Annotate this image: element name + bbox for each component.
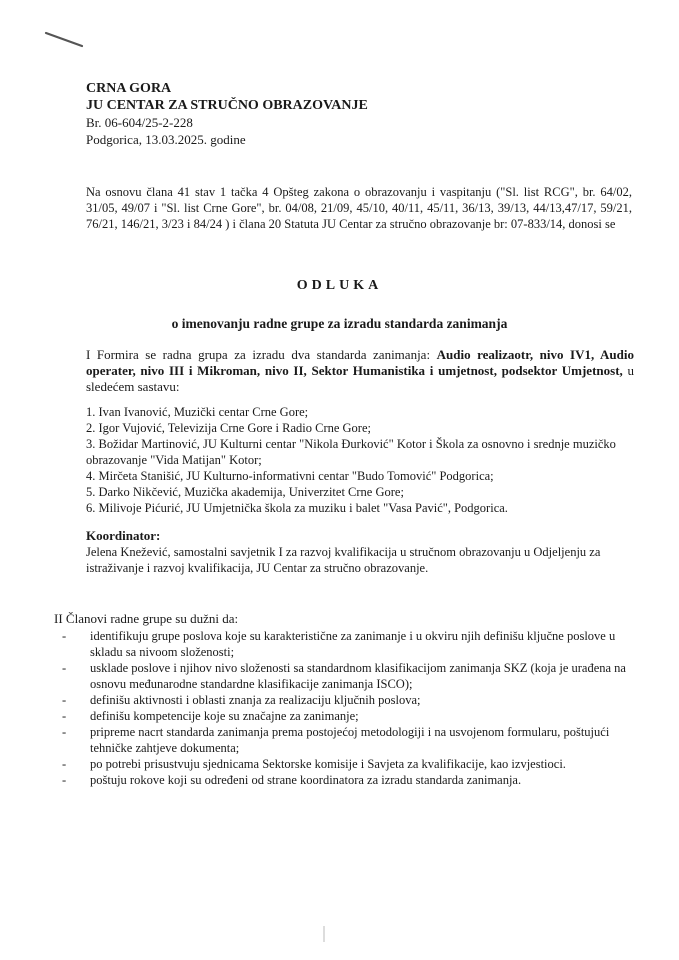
bullet-dash: -	[62, 661, 67, 675]
list-item: - identifikuju grupe poslova koje su karakteristične za zanimanje i u okviru njih definišu ključne poslove u skladu sa nivoom složenosti;	[62, 629, 616, 659]
document-number: Br. 06-604/25-2-228	[86, 115, 193, 130]
bullet-dash: -	[62, 629, 67, 643]
legal-preamble: Na osnovu člana 41 stav 1 tačka 4 Opšteg zakona o obrazovanju i vaspitanju ("Sl. list RCG", br. 64/02, 31/05, 49/07 i "Sl. list Crne Gore", br. 04/08, 21/09, 45/10, 40/11, 45/11, 36/13, 39/13, 44/13,47/17, 59/21, 76/21, 146/21, 3/23 i 84/24 ) i člana 20 Statuta JU Centar za stručno obrazovanje br: 07-833/14, donosi se	[86, 185, 632, 231]
country-name: CRNA GORA	[86, 81, 172, 96]
section-i-paragraph	[86, 347, 634, 395]
institution-name: JU CENTAR ZA STRUČNO OBRAZOVANJE	[86, 98, 368, 113]
list-item: 1. Ivan Ivanović, Muzički centar Crne Gore;	[86, 405, 309, 419]
list-item: 5. Darko Nikčević, Muzička akademija, Univerzitet Crne Gore;	[86, 485, 404, 499]
section-i-tail: u sledećem sastavu:	[86, 363, 634, 394]
pen-stroke-mark	[44, 30, 84, 50]
list-item: 6. Milivoje Pićurić, JU Umjetnička škola za muziku i balet "Vasa Pavić", Podgorica.	[86, 501, 508, 515]
list-item: - usklade poslove i njihov nivo složenosti sa standardnom klasifikacijom zanimanja SKZ (koja je urađena na osnovu međunarodne standardne klasifikacije zanimanja ISCO);	[62, 661, 626, 691]
list-item: - poštuju rokove koji su određeni od strane koordinatora za izradu standarda zanimanja.	[62, 773, 522, 787]
bullet-dash: -	[62, 773, 67, 787]
list-item: - pripreme nacrt standarda zanimanja prema postojećoj metodologiji i na usvojenom formularu, poštujući tehničke zahtjeve dokumenta;	[62, 725, 610, 755]
bullet-dash: -	[62, 725, 67, 739]
list-item: 2. Igor Vujović, Televizija Crne Gore i Radio Crne Gore;	[86, 421, 371, 435]
list-item: - po potrebi prisustvuju sjednicama Sektorske komisije i Savjeta za kvalifikacije, kao izvjestioci.	[62, 757, 566, 771]
document-title: ODLUKA	[296, 278, 383, 293]
coordinator-text: Jelena Knežević, samostalni savjetnik I za razvoj kvalifikacija u stručnom obrazovanju u Odjeljenju za istraživanje i razvoj kvalifikacija, JU Centar za stručno obrazovanje.	[86, 545, 601, 575]
coordinator-heading: Koordinator:	[86, 528, 161, 543]
section-i-occupations: Audio realizaotr, nivo IV1, Audio operater, nivo III i Mikroman, nivo II, Sektor Humanistika i umjetnost, podsektor Umjetnost,	[86, 347, 634, 378]
bullet-dash: -	[62, 757, 67, 771]
bullet-dash: -	[62, 709, 67, 723]
document-subtitle: o imenovanju radne grupe za izradu standarda zanimanja	[171, 316, 508, 331]
list-item: - definišu kompetencije koje su značajne za zanimanje;	[62, 709, 359, 723]
list-item: 3. Božidar Martinović, JU Kulturni centar "Nikola Đurković" Kotor i Škola za osnovno i srednje muzičko obrazovanje "Vida Matijan" Kotor;	[86, 437, 616, 467]
section-ii-heading: II Članovi radne grupe su dužni da:	[54, 611, 239, 626]
duties-list	[54, 628, 644, 788]
list-item: 4. Mirčeta Stanišić, JU Kulturno-informativni centar "Budo Tomović" Podgorica;	[86, 469, 494, 483]
list-item: - definišu aktivnosti i oblasti znanja za realizaciju ključnih poslova;	[62, 693, 421, 707]
bullet-dash: -	[62, 693, 67, 707]
place-date: Podgorica, 13.03.2025. godine	[86, 132, 246, 147]
section-i-intro: I Formira se radna grupa za izradu dva standarda zanimanja:	[86, 347, 437, 362]
coordinator-block	[86, 528, 636, 576]
margin-tick-mark	[322, 926, 326, 942]
document-header	[86, 80, 606, 148]
member-list	[86, 404, 636, 516]
